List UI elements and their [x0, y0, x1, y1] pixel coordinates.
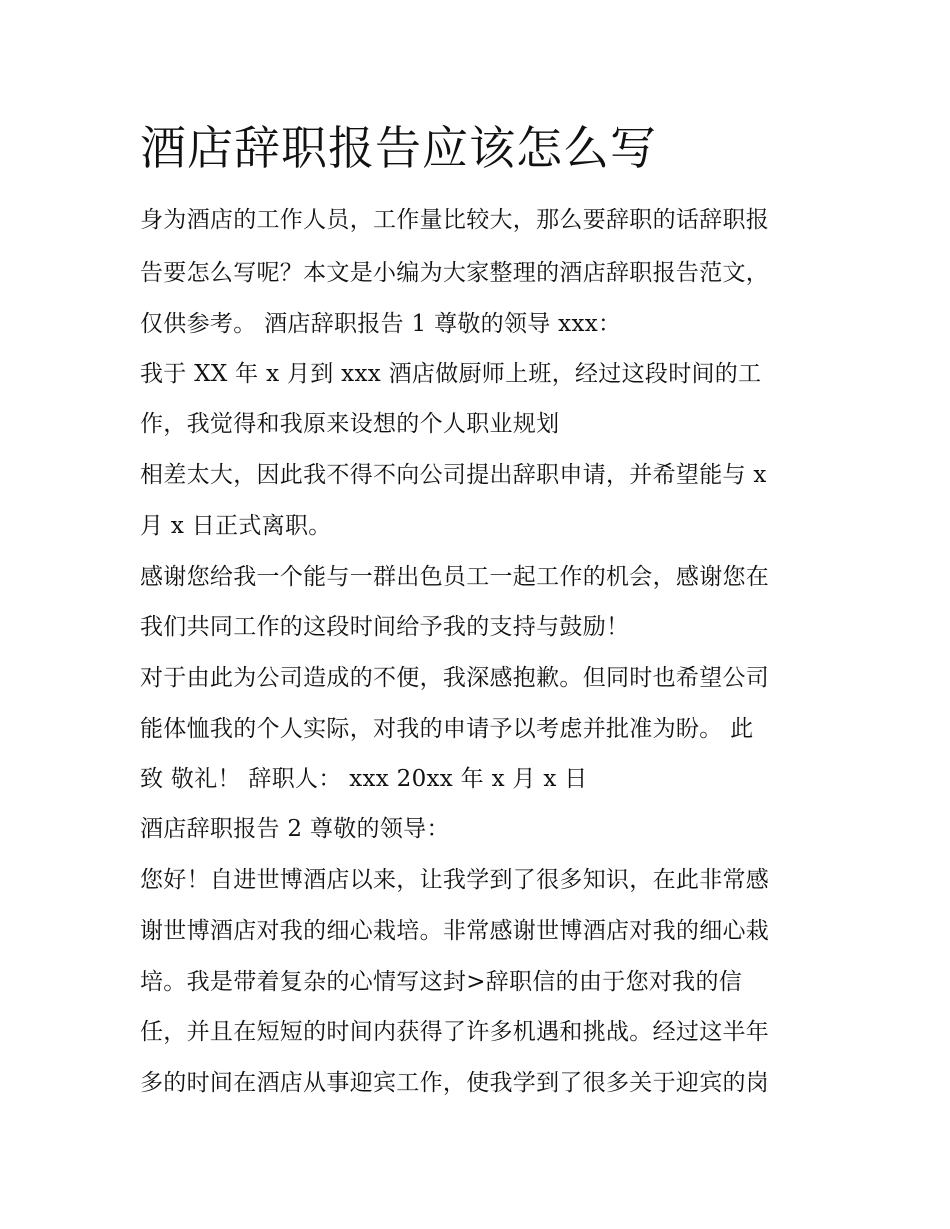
body-line: 作，我觉得和我原来设想的个人职业规划	[140, 411, 560, 437]
body-line: 我于 XX 年 x 月到 xxx 酒店做厨师上班，经过这段时间的工	[140, 361, 762, 387]
body-line: 仅供参考。 酒店辞职报告 1 尊敬的领导 xxx：	[140, 311, 622, 337]
body-line: 能体恤我的个人实际，对我的申请予以考虑并批准为盼。 此	[140, 716, 754, 742]
body-line: 多的时间在酒店从事迎宾工作，使我学到了很多关于迎宾的岗	[140, 1070, 770, 1096]
body-line: 相差太大，因此我不得不向公司提出辞职申请，并希望能与 x	[140, 462, 767, 488]
body-line: 身为酒店的工作人员，工作量比较大，那么要辞职的话辞职报	[140, 207, 770, 233]
body-line: 酒店辞职报告 2 尊敬的领导：	[140, 816, 450, 842]
body-line: 月 x 日正式离职。	[140, 513, 332, 539]
body-line: 告要怎么写呢？本文是小编为大家整理的酒店辞职报告范文，	[140, 260, 770, 286]
body-line: 对于由此为公司造成的不便，我深感抱歉。但同时也希望公司	[140, 665, 770, 691]
body-line: 任，并且在短短的时间内获得了许多机遇和挑战。经过这半年	[140, 1019, 770, 1045]
body-line: 培。我是带着复杂的心情写这封>辞职信的由于您对我的信	[140, 969, 743, 995]
body-line: 谢世博酒店对我的细心栽培。非常感谢世博酒店对我的细心栽	[140, 918, 770, 944]
body-line: 致 敬礼！ 辞职人： xxx 20xx 年 x 月 x 日	[140, 766, 588, 792]
body-line: 我们共同工作的这段时间给予我的支持与鼓励！	[140, 614, 630, 640]
body-line: 您好！自进世博酒店以来，让我学到了很多知识，在此非常感	[140, 867, 770, 893]
body-line: 感谢您给我一个能与一群出色员工一起工作的机会，感谢您在	[140, 564, 770, 590]
document-title: 酒店辞职报告应该怎么写	[140, 121, 657, 175]
